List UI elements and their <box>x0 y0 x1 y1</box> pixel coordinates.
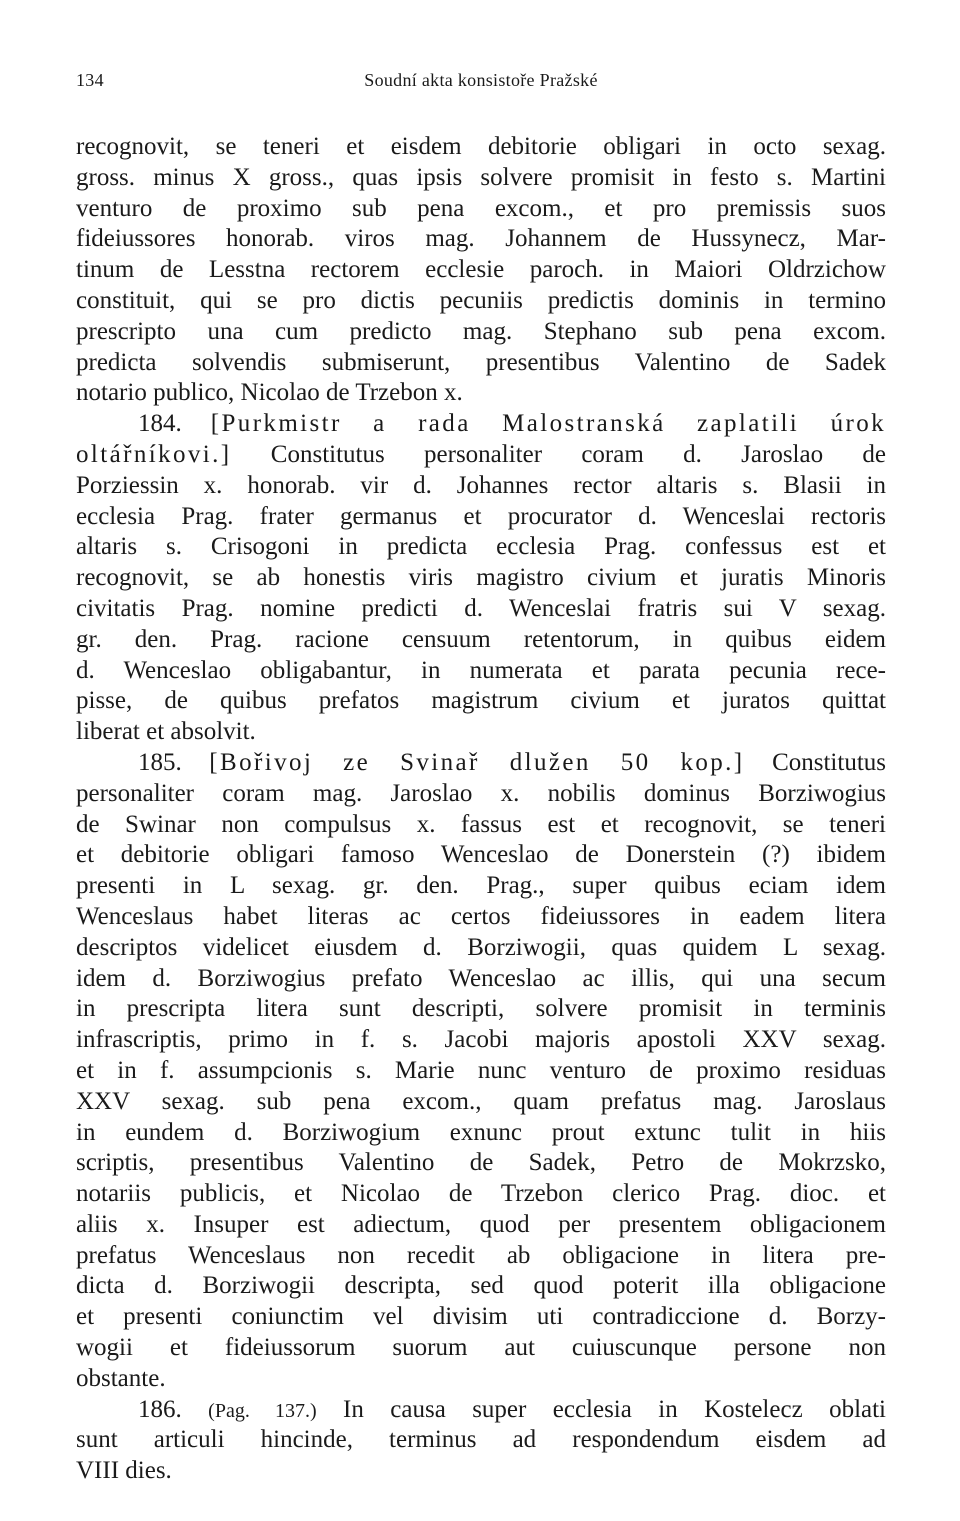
text-line: civitatis Prag. nomine predicti d. Wenceslai fratris sui V sexag. <box>76 594 886 622</box>
running-head <box>76 70 886 98</box>
text-line: tinum de Lesstna rectorem ecclesie paroch. in Maiori Oldrzichow <box>76 256 886 284</box>
text-line: XXV sexag. sub pena excom., quam prefatus mag. Jaroslaus <box>76 1087 886 1115</box>
entry-text: In causa super ecclesia in Kostelecz oblati <box>343 1395 886 1423</box>
text-line: predicta solvendis submiserunt, presentibus Valentino de Sadek <box>76 348 886 376</box>
entry-number: 186. <box>138 1395 182 1423</box>
entry-184-second-line <box>76 440 886 471</box>
page-number: 134 <box>76 70 104 90</box>
text-line: scriptis, presentibus Valentino de Sadek, Petro de Mokrzsko, <box>76 1149 886 1177</box>
entry-184-first-line <box>76 409 886 440</box>
text-line: constituit, qui se pro dictis pecuniis predictis dominis in termino <box>76 286 886 314</box>
entry-heading: [Bořivoj ze Svinař dlužen 50 kop.] <box>209 748 745 776</box>
text-line: gross. minus X gross., quas ipsis solvere promisit in festo s. Martini <box>76 163 886 191</box>
text-line: obstante. <box>76 1364 166 1392</box>
text-line: et debitorie obligari famoso Wenceslao de Donerstein (?) ibidem <box>76 841 886 869</box>
entry-heading: [Purkmistr a rada Malostranská zaplatili úrok <box>210 410 886 438</box>
text-line: et presenti coniunctim vel divisim uti contradiccione d. Borzy- <box>76 1303 886 1331</box>
text-line: in prescripta litera sunt descripti, solvere promisit in terminis <box>76 995 886 1023</box>
entry-text: Constitutus personaliter coram d. Jaroslao de <box>270 440 886 468</box>
text-line: recognovit, se teneri et eisdem debitorie obligari in octo sexag. <box>76 133 886 160</box>
text-line: sunt articuli hincinde, terminus ad respondendum eisdem ad <box>76 1426 886 1454</box>
text-line: infrascriptis, primo in f. s. Jacobi majoris apostoli XXV sexag. <box>76 1026 886 1054</box>
text-line: recognovit, se ab honestis viris magistro civium et juratis Minoris <box>76 564 886 592</box>
text-line: gr. den. Prag. racione censuum retentorum, in quibus eidem <box>76 625 886 653</box>
text-line: descriptos videlicet eiusdem d. Borziwogii, quas quidem L sexag. <box>76 933 886 961</box>
body-text <box>76 132 886 1487</box>
text-line: altaris s. Crisogoni in predicta ecclesia Prag. confessus est et <box>76 533 886 561</box>
text-line: et in f. assumpcionis s. Marie nunc venturo de proximo residuas <box>76 1056 886 1084</box>
text-line: notariis publicis, et Nicolao de Trzebon clerico Prag. dioc. et <box>76 1180 886 1208</box>
page-header-title: Soudní akta konsistoře Pražské <box>364 70 598 90</box>
text-line: Wenceslaus habet literas ac certos fideiussores in eadem litera <box>76 902 886 930</box>
text-line: in eundem d. Borziwogium exnunc prout extunc tulit in hiis <box>76 1118 886 1146</box>
text-line: presenti in L sexag. gr. den. Prag., super quibus eciam idem <box>76 872 886 900</box>
text-line: Porziessin x. honorab. vir d. Johannes rector altaris s. Blasii in <box>76 471 886 499</box>
text-line: notario publico, Nicolao de Trzebon x. <box>76 379 463 407</box>
text-line: personaliter coram mag. Jaroslao x. nobilis dominus Borziwogius <box>76 779 886 807</box>
text-line: prescripto una cum predicto mag. Stephano sub pena excom. <box>76 317 886 345</box>
text-line: venturo de proximo sub pena excom., et pro premissis suos <box>76 194 886 222</box>
entry-number: 185. <box>138 748 182 776</box>
entry-185-first-line <box>76 748 886 779</box>
text-line: d. Wenceslao obligabantur, in numerata et parata pecunia rece- <box>76 656 886 684</box>
book-page <box>76 0 886 1521</box>
text-line: wogii et fideiussorum suorum aut cuiuscunque persone non <box>76 1334 886 1362</box>
text-line: liberat et absolvit. <box>76 718 256 746</box>
text-line: prefatus Wenceslaus non recedit ab obligacione in litera pre- <box>76 1241 886 1269</box>
text-line: aliis x. Insuper est adiectum, quod per presentem obligacionem <box>76 1210 886 1238</box>
text-line: pisse, de quibus prefatos magistrum civium et juratos quittat <box>76 687 886 715</box>
entry-186-first-line <box>76 1395 886 1426</box>
text-line: de Swinar non compulsus x. fassus est et recognovit, se teneri <box>76 810 886 838</box>
text-line: idem d. Borziwogius prefato Wenceslao ac illis, qui una secum <box>76 964 886 992</box>
text-line: ecclesia Prag. frater germanus et procurator d. Wenceslai rectoris <box>76 502 886 530</box>
entry-text: Constitutus <box>772 748 886 776</box>
text-line: dicta d. Borziwogii descripta, sed quod poterit illa obligacione <box>76 1272 886 1300</box>
text-line: VIII dies. <box>76 1457 172 1485</box>
entry-heading-continuation: oltářníkovi.] <box>76 440 232 468</box>
entry-number: 184. <box>138 410 182 438</box>
page-reference: (Pag. 137.) <box>208 1399 317 1422</box>
text-line: fideiussores honorab. viros mag. Johannem de Hussynecz, Mar- <box>76 225 886 253</box>
